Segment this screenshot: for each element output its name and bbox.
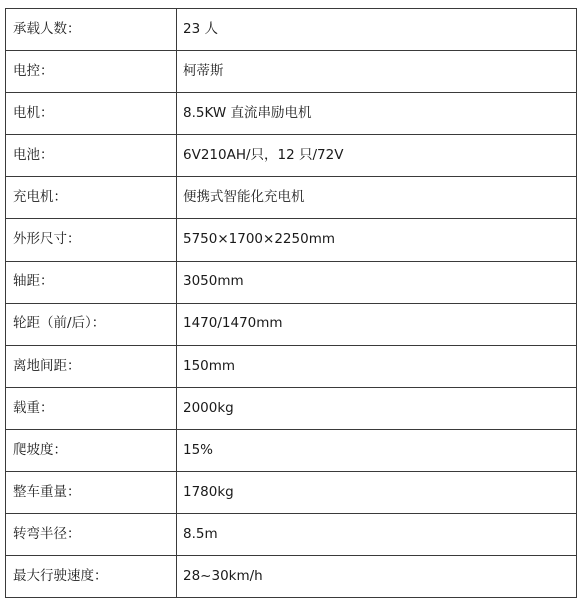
table-row [6, 556, 577, 598]
spec-value: 2000kg [177, 387, 577, 429]
spec-label: 外形尺寸： [6, 219, 177, 261]
spec-label: 电控： [6, 51, 177, 93]
spec-label: 承载人数： [6, 9, 177, 51]
table-row [6, 345, 577, 387]
table-row [6, 514, 577, 556]
spec-label: 载重： [6, 387, 177, 429]
table-row [6, 429, 577, 471]
table-row [6, 261, 577, 303]
spec-label: 轮距（前/后）： [6, 303, 177, 345]
spec-value: 1780kg [177, 472, 577, 514]
spec-label: 离地间距： [6, 345, 177, 387]
spec-label: 转弯半径： [6, 514, 177, 556]
spec-value: 1470/1470mm [177, 303, 577, 345]
table-row [6, 219, 577, 261]
spec-value: 3050mm [177, 261, 577, 303]
spec-label: 轴距： [6, 261, 177, 303]
spec-label: 整车重量： [6, 472, 177, 514]
table-row [6, 177, 577, 219]
table-row [6, 93, 577, 135]
spec-value: 15% [177, 429, 577, 471]
spec-label: 充电机： [6, 177, 177, 219]
spec-value: 150mm [177, 345, 577, 387]
spec-table [5, 8, 577, 598]
table-row [6, 135, 577, 177]
table-row [6, 51, 577, 93]
spec-value: 8.5KW 直流串励电机 [177, 93, 577, 135]
spec-label: 电机： [6, 93, 177, 135]
spec-label: 最大行驶速度： [6, 556, 177, 598]
spec-value: 便携式智能化充电机 [177, 177, 577, 219]
spec-label: 爬坡度： [6, 429, 177, 471]
spec-value: 5750×1700×2250mm [177, 219, 577, 261]
table-row [6, 9, 577, 51]
spec-value: 6V210AH/只，12 只/72V [177, 135, 577, 177]
spec-label: 电池： [6, 135, 177, 177]
table-row [6, 303, 577, 345]
table-row [6, 387, 577, 429]
spec-value: 8.5m [177, 514, 577, 556]
spec-table-body [6, 9, 577, 598]
spec-value: 23 人 [177, 9, 577, 51]
table-row [6, 472, 577, 514]
spec-value: 柯蒂斯 [177, 51, 577, 93]
spec-value: 28~30km/h [177, 556, 577, 598]
